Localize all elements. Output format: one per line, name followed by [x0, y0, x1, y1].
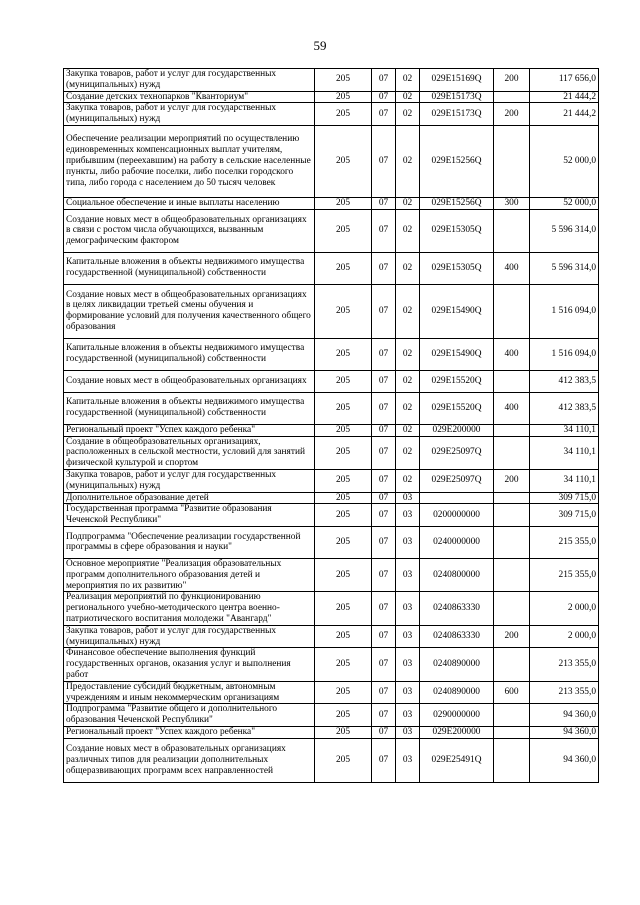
row-target-article-cell: 0240000000 [420, 526, 494, 558]
row-ved-cell: 205 [315, 125, 372, 197]
row-expense-type-cell: 600 [494, 681, 530, 704]
row-section-cell: 07 [372, 469, 396, 492]
row-amount-cell: 215 355,0 [530, 526, 599, 558]
row-subsection-cell: 02 [396, 252, 420, 284]
table-row [64, 436, 599, 469]
row-amount-cell: 34 110,1 [530, 436, 599, 469]
table-row [64, 370, 599, 392]
row-subsection-cell: 02 [396, 436, 420, 469]
row-name-cell: Обеспечение реализации мероприятий по осуществлению единовременных компенсационных выплат учителям, прибывшим (переехавшим) на работу в сельские населенные пункты, либо рабочие поселки, либо поселки городского типа, либо города с населением до 50 тысяч человек [64, 125, 315, 197]
row-section-cell: 07 [372, 338, 396, 370]
row-section-cell: 07 [372, 504, 396, 527]
row-target-article-cell: 029E15305Q [420, 209, 494, 252]
row-amount-cell: 94 360,0 [530, 738, 599, 782]
row-name-cell: Региональный проект "Успех каждого ребенка" [64, 424, 315, 436]
row-name-cell: Региональный проект "Успех каждого ребенка" [64, 726, 315, 738]
row-target-article-cell: 029E15256Q [420, 125, 494, 197]
row-amount-cell: 34 110,1 [530, 469, 599, 492]
row-name-cell: Государственная программа "Развитие образования Чеченской Республики" [64, 504, 315, 527]
table-row [64, 625, 599, 648]
row-subsection-cell: 02 [396, 469, 420, 492]
row-section-cell: 07 [372, 681, 396, 704]
row-section-cell: 07 [372, 197, 396, 209]
row-subsection-cell: 03 [396, 704, 420, 727]
row-ved-cell: 205 [315, 370, 372, 392]
row-subsection-cell: 03 [396, 738, 420, 782]
row-ved-cell: 205 [315, 91, 372, 103]
row-section-cell: 07 [372, 625, 396, 648]
row-amount-cell: 94 360,0 [530, 704, 599, 727]
row-expense-type-cell: 300 [494, 197, 530, 209]
row-ved-cell: 205 [315, 469, 372, 492]
row-section-cell: 07 [372, 424, 396, 436]
row-name-cell: Создание новых мест в общеобразовательных организациях [64, 370, 315, 392]
table-row [64, 209, 599, 252]
row-target-article-cell: 029E25097Q [420, 469, 494, 492]
row-subsection-cell: 03 [396, 648, 420, 681]
table-row [64, 738, 599, 782]
row-expense-type-cell: 200 [494, 469, 530, 492]
table-row [64, 592, 599, 625]
row-target-article-cell: 029E25097Q [420, 436, 494, 469]
row-target-article-cell: 0240863330 [420, 592, 494, 625]
row-name-cell: Реализация мероприятий по функционированию регионального учебно-методического центра военно-патриотического воспитания молодежи "Авангард" [64, 592, 315, 625]
table-row [64, 648, 599, 681]
row-target-article-cell: 029E200000 [420, 424, 494, 436]
row-expense-type-cell: 200 [494, 625, 530, 648]
row-expense-type-cell [494, 526, 530, 558]
row-amount-cell: 34 110,1 [530, 424, 599, 436]
table-row [64, 284, 599, 338]
row-expense-type-cell [494, 558, 530, 591]
row-ved-cell: 205 [315, 726, 372, 738]
row-name-cell: Подпрограмма "Развитие общего и дополнительного образования Чеченской Республики" [64, 704, 315, 727]
row-expense-type-cell [494, 91, 530, 103]
row-subsection-cell: 02 [396, 103, 420, 126]
row-amount-cell: 1 516 094,0 [530, 284, 599, 338]
row-subsection-cell: 03 [396, 558, 420, 591]
table-row [64, 392, 599, 424]
row-subsection-cell: 02 [396, 424, 420, 436]
row-amount-cell: 309 715,0 [530, 492, 599, 504]
row-subsection-cell: 03 [396, 592, 420, 625]
row-amount-cell: 117 656,0 [530, 69, 599, 92]
row-section-cell: 07 [372, 436, 396, 469]
row-target-article-cell: 029E15520Q [420, 392, 494, 424]
row-section-cell: 07 [372, 69, 396, 92]
row-name-cell: Финансовое обеспечение выполнения функций государственных органов, оказания услуг и выполнения работ [64, 648, 315, 681]
row-section-cell: 07 [372, 125, 396, 197]
row-section-cell: 07 [372, 526, 396, 558]
row-amount-cell: 5 596 314,0 [530, 252, 599, 284]
row-name-cell: Капитальные вложения в объекты недвижимого имущества государственной (муниципальной) собственности [64, 338, 315, 370]
row-target-article-cell: 029E15490Q [420, 284, 494, 338]
row-subsection-cell: 02 [396, 197, 420, 209]
row-target-article-cell [420, 492, 494, 504]
row-amount-cell: 21 444,2 [530, 91, 599, 103]
row-target-article-cell: 0290000000 [420, 704, 494, 727]
row-name-cell: Закупка товаров, работ и услуг для государственных (муниципальных) нужд [64, 625, 315, 648]
table-row [64, 125, 599, 197]
row-subsection-cell: 02 [396, 209, 420, 252]
row-ved-cell: 205 [315, 681, 372, 704]
row-expense-type-cell [494, 738, 530, 782]
table-row [64, 681, 599, 704]
row-section-cell: 07 [372, 726, 396, 738]
row-section-cell: 07 [372, 252, 396, 284]
row-ved-cell: 205 [315, 424, 372, 436]
row-target-article-cell: 0240890000 [420, 648, 494, 681]
table-row [64, 526, 599, 558]
row-section-cell: 07 [372, 209, 396, 252]
row-ved-cell: 205 [315, 504, 372, 527]
table-row [64, 197, 599, 209]
row-subsection-cell: 03 [396, 726, 420, 738]
row-expense-type-cell [494, 209, 530, 252]
row-ved-cell: 205 [315, 648, 372, 681]
row-expense-type-cell [494, 648, 530, 681]
row-ved-cell: 205 [315, 252, 372, 284]
page-number: 59 [313, 38, 327, 53]
row-ved-cell: 205 [315, 284, 372, 338]
row-expense-type-cell [494, 424, 530, 436]
row-section-cell: 07 [372, 392, 396, 424]
row-target-article-cell: 029E15256Q [420, 197, 494, 209]
table-row [64, 103, 599, 126]
row-expense-type-cell [494, 436, 530, 469]
row-name-cell: Социальное обеспечение и иные выплаты населению [64, 197, 315, 209]
row-amount-cell: 2 000,0 [530, 625, 599, 648]
row-name-cell: Капитальные вложения в объекты недвижимого имущества государственной (муниципальной) собственности [64, 252, 315, 284]
row-section-cell: 07 [372, 648, 396, 681]
row-expense-type-cell [494, 504, 530, 527]
row-amount-cell: 21 444,2 [530, 103, 599, 126]
row-ved-cell: 205 [315, 338, 372, 370]
row-section-cell: 07 [372, 91, 396, 103]
row-target-article-cell: 029E200000 [420, 726, 494, 738]
row-subsection-cell: 02 [396, 338, 420, 370]
row-amount-cell: 2 000,0 [530, 592, 599, 625]
row-expense-type-cell: 200 [494, 103, 530, 126]
row-target-article-cell: 0240890000 [420, 681, 494, 704]
table-row [64, 91, 599, 103]
row-section-cell: 07 [372, 592, 396, 625]
table-row [64, 469, 599, 492]
row-amount-cell: 213 355,0 [530, 648, 599, 681]
row-subsection-cell: 03 [396, 526, 420, 558]
row-expense-type-cell [494, 125, 530, 197]
row-target-article-cell: 029E15490Q [420, 338, 494, 370]
table-row [64, 492, 599, 504]
row-ved-cell: 205 [315, 704, 372, 727]
row-target-article-cell: 029E15305Q [420, 252, 494, 284]
row-subsection-cell: 03 [396, 492, 420, 504]
row-expense-type-cell [494, 492, 530, 504]
row-section-cell: 07 [372, 492, 396, 504]
row-expense-type-cell: 200 [494, 69, 530, 92]
row-subsection-cell: 02 [396, 370, 420, 392]
table-row [64, 726, 599, 738]
row-name-cell: Закупка товаров, работ и услуг для государственных (муниципальных) нужд [64, 69, 315, 92]
row-section-cell: 07 [372, 370, 396, 392]
row-amount-cell: 5 596 314,0 [530, 209, 599, 252]
row-expense-type-cell: 400 [494, 252, 530, 284]
row-target-article-cell: 0240800000 [420, 558, 494, 591]
row-name-cell: Создание в общеобразовательных организациях, расположенных в сельской местности, условий для занятий физической культурой и спортом [64, 436, 315, 469]
row-section-cell: 07 [372, 738, 396, 782]
row-ved-cell: 205 [315, 592, 372, 625]
row-name-cell: Закупка товаров, работ и услуг для государственных (муниципальных) нужд [64, 469, 315, 492]
row-ved-cell: 205 [315, 436, 372, 469]
row-section-cell: 07 [372, 558, 396, 591]
row-target-article-cell: 029E15173Q [420, 103, 494, 126]
budget-table-body [64, 69, 599, 783]
row-subsection-cell: 02 [396, 91, 420, 103]
table-row [64, 424, 599, 436]
row-target-article-cell: 0200000000 [420, 504, 494, 527]
row-target-article-cell: 029E15169Q [420, 69, 494, 92]
row-amount-cell: 52 000,0 [530, 125, 599, 197]
row-name-cell: Капитальные вложения в объекты недвижимого имущества государственной (муниципальной) собственности [64, 392, 315, 424]
row-target-article-cell: 029E15520Q [420, 370, 494, 392]
row-target-article-cell: 029E15173Q [420, 91, 494, 103]
table-row [64, 704, 599, 727]
row-name-cell: Предоставление субсидий бюджетным, автономным учреждениям и иным некоммерческим организациям [64, 681, 315, 704]
row-target-article-cell: 029E25491Q [420, 738, 494, 782]
row-subsection-cell: 02 [396, 284, 420, 338]
row-expense-type-cell: 400 [494, 392, 530, 424]
row-ved-cell: 205 [315, 558, 372, 591]
row-subsection-cell: 03 [396, 504, 420, 527]
row-section-cell: 07 [372, 704, 396, 727]
row-expense-type-cell [494, 284, 530, 338]
row-amount-cell: 52 000,0 [530, 197, 599, 209]
table-row [64, 69, 599, 92]
table-row [64, 504, 599, 527]
row-name-cell: Основное мероприятие "Реализация образовательных программ дополнительного образования детей и мероприятия по их развитию" [64, 558, 315, 591]
row-amount-cell: 215 355,0 [530, 558, 599, 591]
row-amount-cell: 412 383,5 [530, 370, 599, 392]
row-ved-cell: 205 [315, 492, 372, 504]
row-expense-type-cell [494, 370, 530, 392]
row-ved-cell: 205 [315, 209, 372, 252]
row-name-cell: Создание новых мест в образовательных организациях различных типов для реализации дополнительных общеразвивающих программ всех направленностей [64, 738, 315, 782]
row-amount-cell: 309 715,0 [530, 504, 599, 527]
row-expense-type-cell [494, 592, 530, 625]
row-subsection-cell: 03 [396, 681, 420, 704]
row-ved-cell: 205 [315, 526, 372, 558]
row-ved-cell: 205 [315, 69, 372, 92]
row-subsection-cell: 03 [396, 625, 420, 648]
row-name-cell: Подпрограмма "Обеспечение реализации государственной программы в сфере образования и науки" [64, 526, 315, 558]
row-target-article-cell: 0240863330 [420, 625, 494, 648]
row-expense-type-cell: 400 [494, 338, 530, 370]
table-row [64, 338, 599, 370]
row-amount-cell: 94 360,0 [530, 726, 599, 738]
table-row [64, 558, 599, 591]
row-subsection-cell: 02 [396, 69, 420, 92]
row-name-cell: Дополнительное образование детей [64, 492, 315, 504]
row-ved-cell: 205 [315, 738, 372, 782]
row-ved-cell: 205 [315, 103, 372, 126]
row-section-cell: 07 [372, 103, 396, 126]
row-subsection-cell: 02 [396, 125, 420, 197]
row-name-cell: Закупка товаров, работ и услуг для государственных (муниципальных) нужд [64, 103, 315, 126]
row-name-cell: Создание новых мест в общеобразовательных организациях в целях ликвидации третьей смены обучения и формирование условий для получения качественного общего образования [64, 284, 315, 338]
row-name-cell: Создание детских технопарков "Кванториум" [64, 91, 315, 103]
row-section-cell: 07 [372, 284, 396, 338]
row-expense-type-cell [494, 704, 530, 727]
row-subsection-cell: 02 [396, 392, 420, 424]
row-amount-cell: 213 355,0 [530, 681, 599, 704]
row-amount-cell: 1 516 094,0 [530, 338, 599, 370]
budget-table [63, 68, 599, 783]
row-amount-cell: 412 383,5 [530, 392, 599, 424]
row-name-cell: Создание новых мест в общеобразовательных организациях в связи с ростом числа обучающихся, вызванным демографическим фактором [64, 209, 315, 252]
row-expense-type-cell [494, 726, 530, 738]
row-ved-cell: 205 [315, 625, 372, 648]
row-ved-cell: 205 [315, 197, 372, 209]
row-ved-cell: 205 [315, 392, 372, 424]
table-row [64, 252, 599, 284]
